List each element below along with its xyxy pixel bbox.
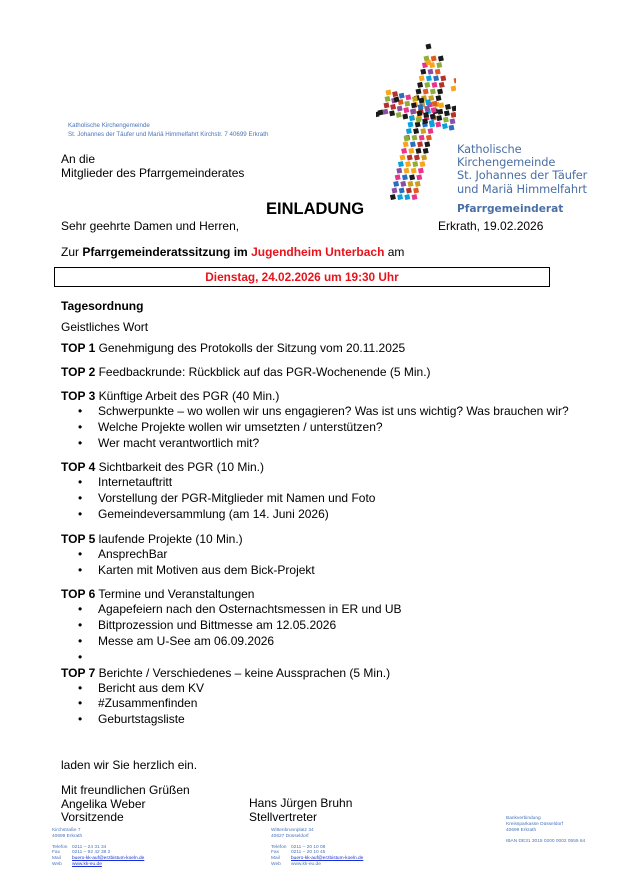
agenda (61, 299, 601, 737)
mosaic-tile (428, 69, 434, 75)
mosaic-tile (430, 89, 436, 95)
agenda-bullet: • Agapefeiern nach den Osternachtsmessen in ER und UB (61, 602, 601, 618)
mosaic-tile (420, 161, 426, 167)
agenda-item-text: Genehmigung des Protokolls der Sitzung vom 20.11.2025 (98, 341, 406, 355)
mosaic-tile (432, 82, 438, 88)
signatory-1-role: Vorsitzende (61, 810, 124, 824)
intro-line (61, 245, 404, 259)
agenda-item (61, 587, 601, 665)
footer-1-phone: 0211 – 24 31 34 (72, 844, 107, 850)
mosaic-tile (412, 194, 418, 200)
agenda-bullet: • Vorstellung der PGR-Mitglieder mit Namen und Foto (61, 491, 601, 507)
agenda-bullet: • Bericht aus dem KV (61, 681, 601, 697)
signatory-2-role: Stellvertreter (249, 809, 318, 824)
footer-2-fax: 0211 – 20 10 45 (291, 850, 326, 856)
mosaic-cross-icon (376, 40, 456, 200)
mosaic-tile (403, 141, 409, 147)
mosaic-tile (404, 194, 410, 200)
mosaic-tile (389, 110, 395, 116)
agenda-item-title (61, 341, 601, 356)
mosaic-tile (417, 141, 423, 147)
mosaic-tile (424, 106, 430, 112)
footer-2-web-label: Web (271, 861, 281, 867)
mosaic-tile (443, 117, 449, 123)
footer-2-city: 40627 Düsseldorf (271, 833, 309, 839)
mosaic-tile (400, 155, 406, 161)
mosaic-tile (438, 102, 444, 108)
agenda-item-label: TOP 4 (61, 460, 96, 475)
mosaic-tile (416, 117, 422, 123)
mosaic-tile (442, 123, 448, 129)
footer-2-mail-link[interactable]: buero-kk-auf@erzbistum-koeln.de (291, 856, 364, 862)
mosaic-tile (402, 114, 408, 120)
agenda-bullet-list (61, 681, 601, 728)
mosaic-tile (409, 174, 415, 180)
footer-1-fax-label: Fax (52, 850, 60, 856)
mosaic-tile (431, 56, 437, 62)
agenda-item-title (61, 389, 601, 404)
agenda-bullet-list (61, 475, 601, 522)
mosaic-tile (436, 62, 442, 68)
mosaic-tile (423, 112, 429, 118)
agenda-item-title (61, 365, 601, 380)
mosaic-tile (405, 161, 411, 167)
mosaic-tile (419, 75, 425, 81)
footer-1-phone-label: Telefon (52, 844, 68, 850)
mosaic-tile (404, 168, 410, 174)
agenda-bullet: • Internetauftritt (61, 475, 601, 491)
footer-2-phone: 0211 – 20 10 08 (291, 844, 326, 850)
mosaic-tile (402, 174, 408, 180)
mosaic-tile (420, 69, 426, 75)
mosaic-tile (386, 90, 392, 96)
sender-line-1: Katholische Kirchengemeinde (68, 122, 150, 129)
agenda-item-title (61, 666, 601, 681)
mosaic-tile (419, 98, 425, 104)
mosaic-tile (418, 104, 424, 110)
mosaic-tile (396, 112, 402, 118)
mosaic-tile (452, 106, 456, 112)
mosaic-tile (420, 128, 426, 134)
agenda-bullet-list (61, 404, 601, 451)
intro-pre: Zur (61, 245, 83, 259)
page-title: EINLADUNG (266, 200, 365, 218)
agenda-item (61, 389, 601, 451)
footer-3-iban: IBAN DE31 3015 0200 0002 0555 64 (506, 839, 586, 845)
footer-2-fax-label: Fax (271, 850, 279, 856)
footer-2-phone-label: Telefon (271, 844, 287, 850)
closing-text: laden wir Sie herzlich ein. (61, 758, 198, 772)
mosaic-tile (423, 148, 429, 154)
footer-3-bank: Kreissparkasse Düsseldorf (506, 821, 564, 827)
mosaic-tile (422, 118, 428, 124)
agenda-item-text: Berichte / Verschiedenes – keine Aussprachen (5 Min.) (98, 665, 391, 680)
mosaic-tile (383, 109, 389, 115)
agenda-item-label: TOP 1 (61, 341, 96, 355)
mosaic-tile (431, 107, 437, 113)
mosaic-tile (413, 128, 419, 134)
logo-subtitle: Pfarrgemeinderat (457, 203, 564, 215)
mosaic-tile (417, 82, 423, 88)
agenda-bullet: • #Zusammenfinden (61, 696, 601, 712)
intro-post: am (384, 245, 405, 259)
place-date: Erkrath, 19.02.2026 (438, 219, 544, 233)
agenda-bullet-list (61, 547, 601, 579)
mosaic-tile (408, 181, 414, 187)
footer-1-web-label: Web (52, 861, 62, 867)
mosaic-tile (439, 82, 445, 88)
logo-line-1: Katholische (457, 142, 522, 156)
agenda-bullet (61, 650, 601, 666)
mosaic-tile (398, 161, 404, 167)
mosaic-tile (409, 115, 415, 121)
mosaic-tile (392, 91, 398, 97)
signatory-2-name: Hans Jürgen Bruhn (249, 796, 353, 810)
agenda-heading: Tagesordnung (61, 299, 144, 313)
mosaic-tile (416, 148, 422, 154)
agenda-item (61, 532, 601, 579)
mosaic-tile (390, 104, 396, 110)
mosaic-tile (393, 181, 399, 187)
mosaic-tile (406, 188, 412, 194)
agenda-bullet: • Wer macht verantwortlich mit? (61, 436, 601, 452)
signature-block-2 (249, 797, 352, 824)
agenda-item-label: TOP 6 (61, 587, 96, 602)
mosaic-tile (408, 148, 414, 154)
recipient-line-1: An die (61, 152, 96, 166)
footer-col-3 (506, 816, 585, 845)
mosaic-tile (436, 95, 442, 101)
footer-3-title: Bankverbindung (506, 816, 541, 821)
mosaic-tile (405, 94, 411, 100)
mosaic-tile (428, 128, 434, 134)
footer-1-fax: 0211 – 92 42 38 2 (72, 850, 111, 856)
agenda-bullet: • AnsprechBar (61, 547, 601, 563)
agenda-item (61, 365, 601, 380)
mosaic-tile (411, 102, 417, 108)
mosaic-tile (437, 109, 443, 115)
mosaic-tile (435, 122, 441, 128)
mosaic-tile (451, 86, 456, 92)
agenda-item-label: TOP 3 (61, 389, 96, 403)
logo-line-2: Kirchengemeinde (457, 155, 556, 170)
mosaic-tile (416, 89, 422, 95)
mosaic-tile (424, 141, 430, 147)
agenda-item (61, 460, 601, 522)
agenda-bullet: • Messe am U-See am 06.09.2026 (61, 634, 601, 650)
mosaic-tile (454, 78, 456, 84)
agenda-item (61, 341, 601, 356)
agenda-bullet: • Geburtstagsliste (61, 712, 601, 728)
agenda-item-title (61, 532, 601, 547)
meeting-location: Jugendheim Unterbach (251, 245, 385, 259)
mosaic-tile (412, 161, 418, 167)
footer-3-city: 40699 Erkrath (506, 827, 537, 833)
mosaic-tile (397, 106, 403, 112)
mosaic-tile (415, 181, 421, 187)
agenda-bullet: • Bittprozession und Bittmesse am 12.05.2026 (61, 618, 601, 634)
footer-2-mail-label: Mail (271, 856, 280, 862)
mosaic-tile (411, 168, 417, 174)
recipient-line-2: Mitglieder des Pfarrgemeinderates (61, 166, 245, 180)
logo-line-3: St. Johannes der Täufer (457, 168, 588, 183)
mosaic-tile (412, 135, 418, 141)
mosaic-tile (384, 102, 390, 108)
mosaic-tile (408, 122, 414, 128)
mosaic-tile (416, 174, 422, 180)
agenda-item-label: TOP 5 (61, 531, 96, 546)
footer-1-mail-link[interactable]: buero-kk-auf@erzbistum-koeln.de (72, 856, 145, 862)
mosaic-tile (440, 75, 446, 81)
footer-col-2 (271, 828, 363, 868)
footer-col-1 (52, 828, 144, 868)
mosaic-tile (399, 188, 405, 194)
mosaic-tile (410, 109, 416, 115)
mosaic-tile (419, 135, 425, 141)
mosaic-tile (426, 75, 432, 81)
agenda-items (61, 341, 601, 728)
footer-2-web: www.kk-eu.de (291, 861, 321, 867)
mosaic-tile (412, 96, 418, 102)
mosaic-tile (395, 174, 401, 180)
mosaic-tile (438, 56, 444, 62)
agenda-bullet: • Karten mit Motiven aus dem Bick-Projekt (61, 563, 601, 579)
mosaic-tile (385, 96, 391, 102)
mosaic-tile (417, 110, 423, 116)
mosaic-tile (437, 89, 443, 95)
agenda-item-text: Termine und Veranstaltungen (98, 587, 255, 602)
mosaic-tile (449, 125, 455, 131)
mosaic-tile (400, 181, 406, 187)
agenda-item-title (61, 460, 601, 475)
agenda-bullet-list (61, 602, 601, 665)
footer-2-street: Wittenbrunnplatz 34 (271, 828, 314, 833)
mosaic-tile (396, 168, 402, 174)
mosaic-tile (426, 60, 432, 66)
sender-address (68, 122, 268, 139)
mosaic-tile (450, 118, 456, 124)
mosaic-tile (445, 104, 451, 110)
logo-text (457, 143, 587, 196)
agenda-item-label: TOP 7 (61, 665, 96, 680)
greeting: Sehr geehrte Damen und Herren, (61, 219, 240, 233)
intro-bold: Pfarrgemeinderatssitzung im (82, 245, 252, 259)
mosaic-tile (426, 135, 432, 141)
mosaic-tile (435, 69, 441, 75)
mosaic-tile (424, 82, 430, 88)
mosaic-tile (418, 168, 424, 174)
agenda-bullet: • Gemeindeversammlung (am 14. Juni 2026) (61, 507, 601, 523)
footer-1-street: Kirchstraße 7 (52, 828, 81, 833)
footer-1-web-link[interactable]: www.kk-eu.de (72, 861, 102, 867)
mosaic-tile (413, 188, 419, 194)
sender-line-2: St. Johannes der Täufer und Mariä Himmelfahrt Kirchstr. 7 40699 Erkrath (68, 130, 269, 138)
mosaic-tile (404, 101, 410, 107)
footer-1-city: 40699 Erkrath (52, 833, 83, 839)
mosaic-tile (425, 99, 431, 105)
mosaic-tile (421, 155, 427, 161)
mosaic-tile (444, 110, 450, 116)
agenda-item-label: TOP 2 (61, 365, 96, 379)
mosaic-tile (392, 188, 398, 194)
mosaic-tile (429, 120, 435, 126)
mosaic-tile (432, 101, 438, 107)
mosaic-tile (403, 107, 409, 113)
mosaic-tile (451, 112, 456, 118)
signature-block-1 (61, 784, 190, 825)
signatory-1-name: Angelika Weber (61, 796, 146, 811)
agenda-item-title (61, 587, 601, 602)
mosaic-tile (394, 97, 400, 103)
agenda-opening: Geistliches Wort (61, 320, 149, 334)
mosaic-tile (397, 194, 403, 200)
agenda-item-text: Künftige Arbeit des PGR (40 Min.) (98, 389, 280, 403)
agenda-item (61, 666, 601, 728)
agenda-item-text: Sichtbarkeit des PGR (10 Min.) (98, 460, 264, 475)
mosaic-tile (423, 89, 429, 95)
logo-line-4: und Mariä Himmelfahrt (457, 181, 587, 196)
mosaic-tile (414, 155, 420, 161)
mosaic-tile (426, 44, 432, 50)
mosaic-tile (399, 93, 405, 99)
agenda-item-text: laufende Projekte (10 Min.) (98, 531, 243, 546)
recipient-block (61, 152, 244, 180)
footer-1-mail-label: Mail (52, 856, 61, 862)
mosaic-tile (406, 128, 412, 134)
mosaic-tile (404, 136, 410, 142)
agenda-bullet: • Welche Projekte wollen wir umsetzten / unterstützen? (61, 420, 601, 436)
salutation: Mit freundlichen Grüßen (61, 783, 190, 797)
mosaic-tile (436, 115, 442, 121)
meeting-datetime-box: Dienstag, 24.02.2026 um 19:30 Uhr (54, 267, 550, 287)
mosaic-tile (390, 194, 396, 200)
mosaic-tile (433, 75, 439, 81)
mosaic-tile (410, 141, 416, 147)
mosaic-tile (407, 155, 413, 161)
agenda-bullet: • Schwerpunkte – wo wollen wir uns engagieren? Was ist uns wichtig? Was brauchen wir? (61, 404, 601, 420)
agenda-item-text: Feedbackrunde: Rückblick auf das PGR-Wochenende (5 Min.) (98, 365, 431, 379)
mosaic-tile (401, 148, 407, 154)
mosaic-tile (430, 114, 436, 120)
